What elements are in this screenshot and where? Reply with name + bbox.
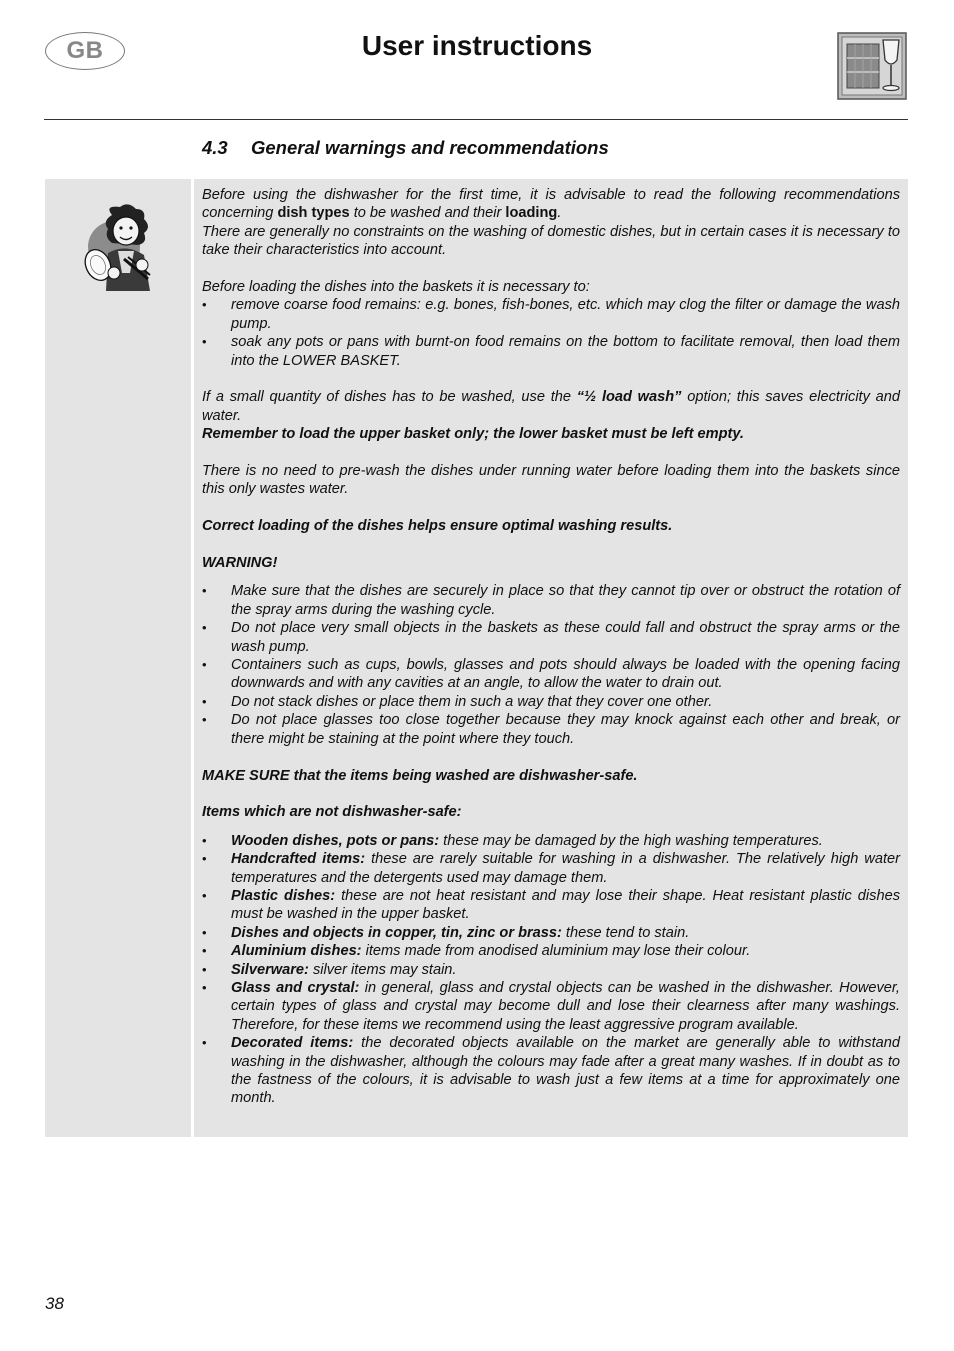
language-badge: GB bbox=[45, 32, 125, 70]
page-number: 38 bbox=[45, 1294, 64, 1313]
header-divider bbox=[44, 119, 908, 120]
list-item: • remove coarse food remains: e.g. bones, fish-bones, etc. which may clog the filter or damage the wash pump. bbox=[202, 296, 900, 333]
page-title: User instructions bbox=[361, 30, 593, 61]
half-load-note: Remember to load the upper basket only; the lower basket must be left empty. bbox=[202, 426, 744, 443]
prewash-paragraph: There is no need to pre-wash the dishes under running water before loading them into the baskets since this only wastes water. bbox=[202, 463, 900, 498]
warning-title: WARNING! bbox=[202, 555, 278, 572]
illustration-column bbox=[45, 179, 191, 1137]
list-item: • Containers such as cups, bowls, glasses and pots should always be loaded with the opening facing downwards and with any cavities at an angle, to allow the water to drain out. bbox=[202, 656, 900, 693]
instructions-text bbox=[202, 186, 900, 1108]
intro-paragraph: Before using the dishwasher for the first time, it is advisable to read the following recommendations concerning dish types to be washed and their loading. bbox=[202, 187, 900, 222]
panel-divider bbox=[191, 179, 194, 1137]
list-item: • Decorated items: the decorated objects available on the market are generally able to withstand washing in the dishwasher, although the colours may fade after a great many washes. If in doubt as to the fastness of the colours, it is advisable to wash just a few items at a time for approximately one month. bbox=[202, 1034, 900, 1108]
not-safe-title: Items which are not dishwasher-safe: bbox=[202, 804, 462, 821]
content-panel bbox=[45, 179, 908, 1137]
list-item: • Do not place glasses too close together because they may knock against each other and break, or there might be staining at the point where they touch. bbox=[202, 711, 900, 748]
correct-loading-note: Correct loading of the dishes helps ensure optimal washing results. bbox=[202, 518, 673, 535]
list-item: • Do not place very small objects in the baskets as these could fall and obstruct the spray arms or the wash pump. bbox=[202, 619, 900, 656]
section-number: 4.3 bbox=[202, 137, 228, 158]
list-item: • soak any pots or pans with burnt-on food remains on the bottom to facilitate removal, then load them into the LOWER BASKET. bbox=[202, 333, 900, 370]
warning-list bbox=[202, 582, 900, 748]
list-item: • Aluminium dishes: items made from anodised aluminium may lose their colour. bbox=[202, 942, 900, 960]
list-item: • Silverware: silver items may stain. bbox=[202, 961, 900, 979]
list-item: • Plastic dishes: these are not heat resistant and may lose their shape. Heat resistant plastic dishes must be washed in the upper basket. bbox=[202, 887, 900, 924]
list-item: • Do not stack dishes or place them in such a way that they cover one other. bbox=[202, 693, 900, 711]
make-sure-note: MAKE SURE that the items being washed are dishwasher-safe. bbox=[202, 767, 638, 784]
half-load-paragraph: If a small quantity of dishes has to be washed, use the “½ load wash” option; this saves electricity and water. bbox=[202, 389, 901, 424]
section-title: General warnings and recommendations bbox=[251, 137, 609, 158]
dishwasher-glass-icon bbox=[837, 32, 907, 100]
list-item: • Handcrafted items: these are rarely suitable for washing in a dishwasher. The relatively high water temperatures and the detergents used may damage them. bbox=[202, 850, 900, 887]
section-heading bbox=[202, 137, 609, 159]
intro-paragraph-2: There are generally no constraints on the washing of domestic dishes, but in certain cases it is necessary to take their characteristics into account. bbox=[202, 223, 900, 259]
list-item: • Make sure that the dishes are securely in place so that they cannot tip over or obstruct the rotation of the spray arms during the washing cycle. bbox=[202, 582, 900, 619]
before-loading-lead: Before loading the dishes into the baskets it is necessary to: bbox=[202, 279, 590, 296]
not-safe-list bbox=[202, 832, 900, 1108]
list-item: • Dishes and objects in copper, tin, zinc or brass: these tend to stain. bbox=[202, 924, 900, 942]
list-item: • Wooden dishes, pots or pans: these may be damaged by the high washing temperatures. bbox=[202, 832, 900, 850]
before-loading-list bbox=[202, 296, 900, 370]
list-item: • Glass and crystal: in general, glass and crystal objects can be washed in the dishwasher. However, certain types of glass and crystal may become dull and lose their clearness after many washings. Therefore, for these items we recommend using the least aggressive program available. bbox=[202, 979, 900, 1034]
mascot-woman-holding-plate-icon bbox=[84, 203, 164, 295]
